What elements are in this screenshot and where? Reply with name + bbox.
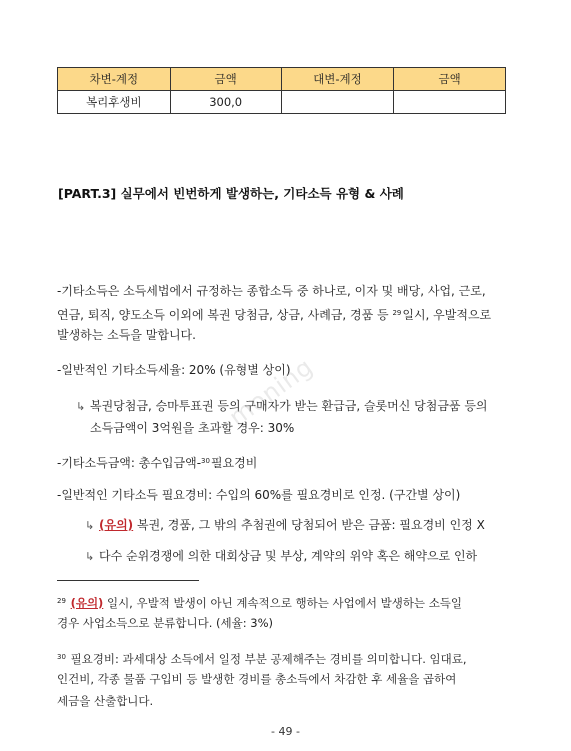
intro-line-3: 발생하는 소득을 말합니다. [57, 328, 196, 342]
intro-line-1: -기타소득은 소득세법에서 규정하는 종합소득 중 하나로, 이자 및 배당, 사업, 근로, [57, 284, 486, 298]
footnote-30-text-1: 필요경비: 과세대상 소득에서 일정 부분 공제해주는 경비를 의미합니다. 임대료, [66, 652, 467, 666]
footnote-warning-label: (유의) [70, 596, 104, 610]
footnote-30-line-1 [57, 646, 467, 670]
return-arrow-icon: ↳ [85, 519, 95, 532]
tax-rate-text: -일반적인 기타소득세율: 20% (유형별 상이) [57, 363, 291, 377]
footnote-30-line-2: 인건비, 각종 물품 구입비 등 발생한 경비를 총소득에서 차감한 후 세율을 곱하여 [57, 672, 457, 686]
lottery-line-2: 소득금액이 3억원을 초과할 경우: 30% [90, 421, 295, 435]
cell-credit-account [281, 91, 394, 114]
page-number: - 49 - [271, 725, 300, 738]
footnote-ref-29: 29 [392, 309, 402, 317]
footnote-30-number: 30 [57, 653, 66, 661]
intro-line-2-tail: 일시, 우발적으로 [402, 308, 492, 322]
header-credit-amount: 금액 [394, 68, 506, 91]
footnote-29-number: 29 [57, 597, 66, 605]
note-line-1 [85, 516, 485, 533]
intro-line-2-text: 연금, 퇴직, 양도소득 이외에 복권 당첨금, 상금, 사례금, 경품 등 [57, 308, 393, 322]
income-amount-tail: 필요경비 [210, 456, 258, 470]
lottery-text-1: 복권당첨금, 승마투표권 등의 구매자가 받는 환급금, 슬롯머신 당첨금품 등의 [90, 399, 488, 413]
table-row [58, 91, 506, 114]
income-amount-label: -기타소득금액: 총수입금액- [57, 456, 202, 470]
intro-line-2 [57, 302, 491, 326]
section-heading: [PART.3] 실무에서 빈번하게 발생하는, 기타소득 유형 & 사례 [58, 186, 404, 201]
warning-label: (유의) [99, 518, 134, 532]
note-2-text: 다수 순위경쟁에 의한 대회상금 및 부상, 계약의 위약 혹은 해약으로 인하 [99, 549, 478, 563]
income-amount-text [57, 450, 257, 474]
note-line-2 [85, 547, 477, 564]
footnote-ref-30: 30 [201, 457, 210, 465]
footnote-29-text-1: 일시, 우발적 발생이 아닌 계속적으로 행하는 사업에서 발생하는 소득일 [103, 596, 463, 610]
expense-text: -일반적인 기타소득 필요경비: 수입의 60%를 필요경비로 인정. (구간별 상이) [57, 488, 461, 502]
cell-debit-amount: 300,0 [170, 91, 281, 114]
note-1-text: 복권, 경품, 그 밖의 추첨권에 당첨되어 받은 금품: 필요경비 인정 X [133, 518, 485, 532]
cell-debit-account: 복리후생비 [58, 91, 171, 114]
footnote-29-line-2: 경우 사업소득으로 분류합니다. (세율: 3%) [57, 616, 274, 630]
footnote-divider [57, 580, 199, 581]
return-arrow-icon: ↳ [85, 550, 95, 563]
table-header-row [58, 68, 506, 91]
cell-credit-amount [394, 91, 506, 114]
return-arrow-icon: ↳ [76, 400, 86, 413]
journal-entry-table [57, 67, 506, 114]
watermark: moning [223, 352, 319, 432]
footnote-30-line-3: 세금을 산출합니다. [57, 694, 154, 708]
header-debit-account: 차변-계정 [58, 68, 171, 91]
footnote-29-line-1 [57, 590, 462, 614]
header-debit-amount: 금액 [170, 68, 281, 91]
header-credit-account: 대변-계정 [281, 68, 394, 91]
